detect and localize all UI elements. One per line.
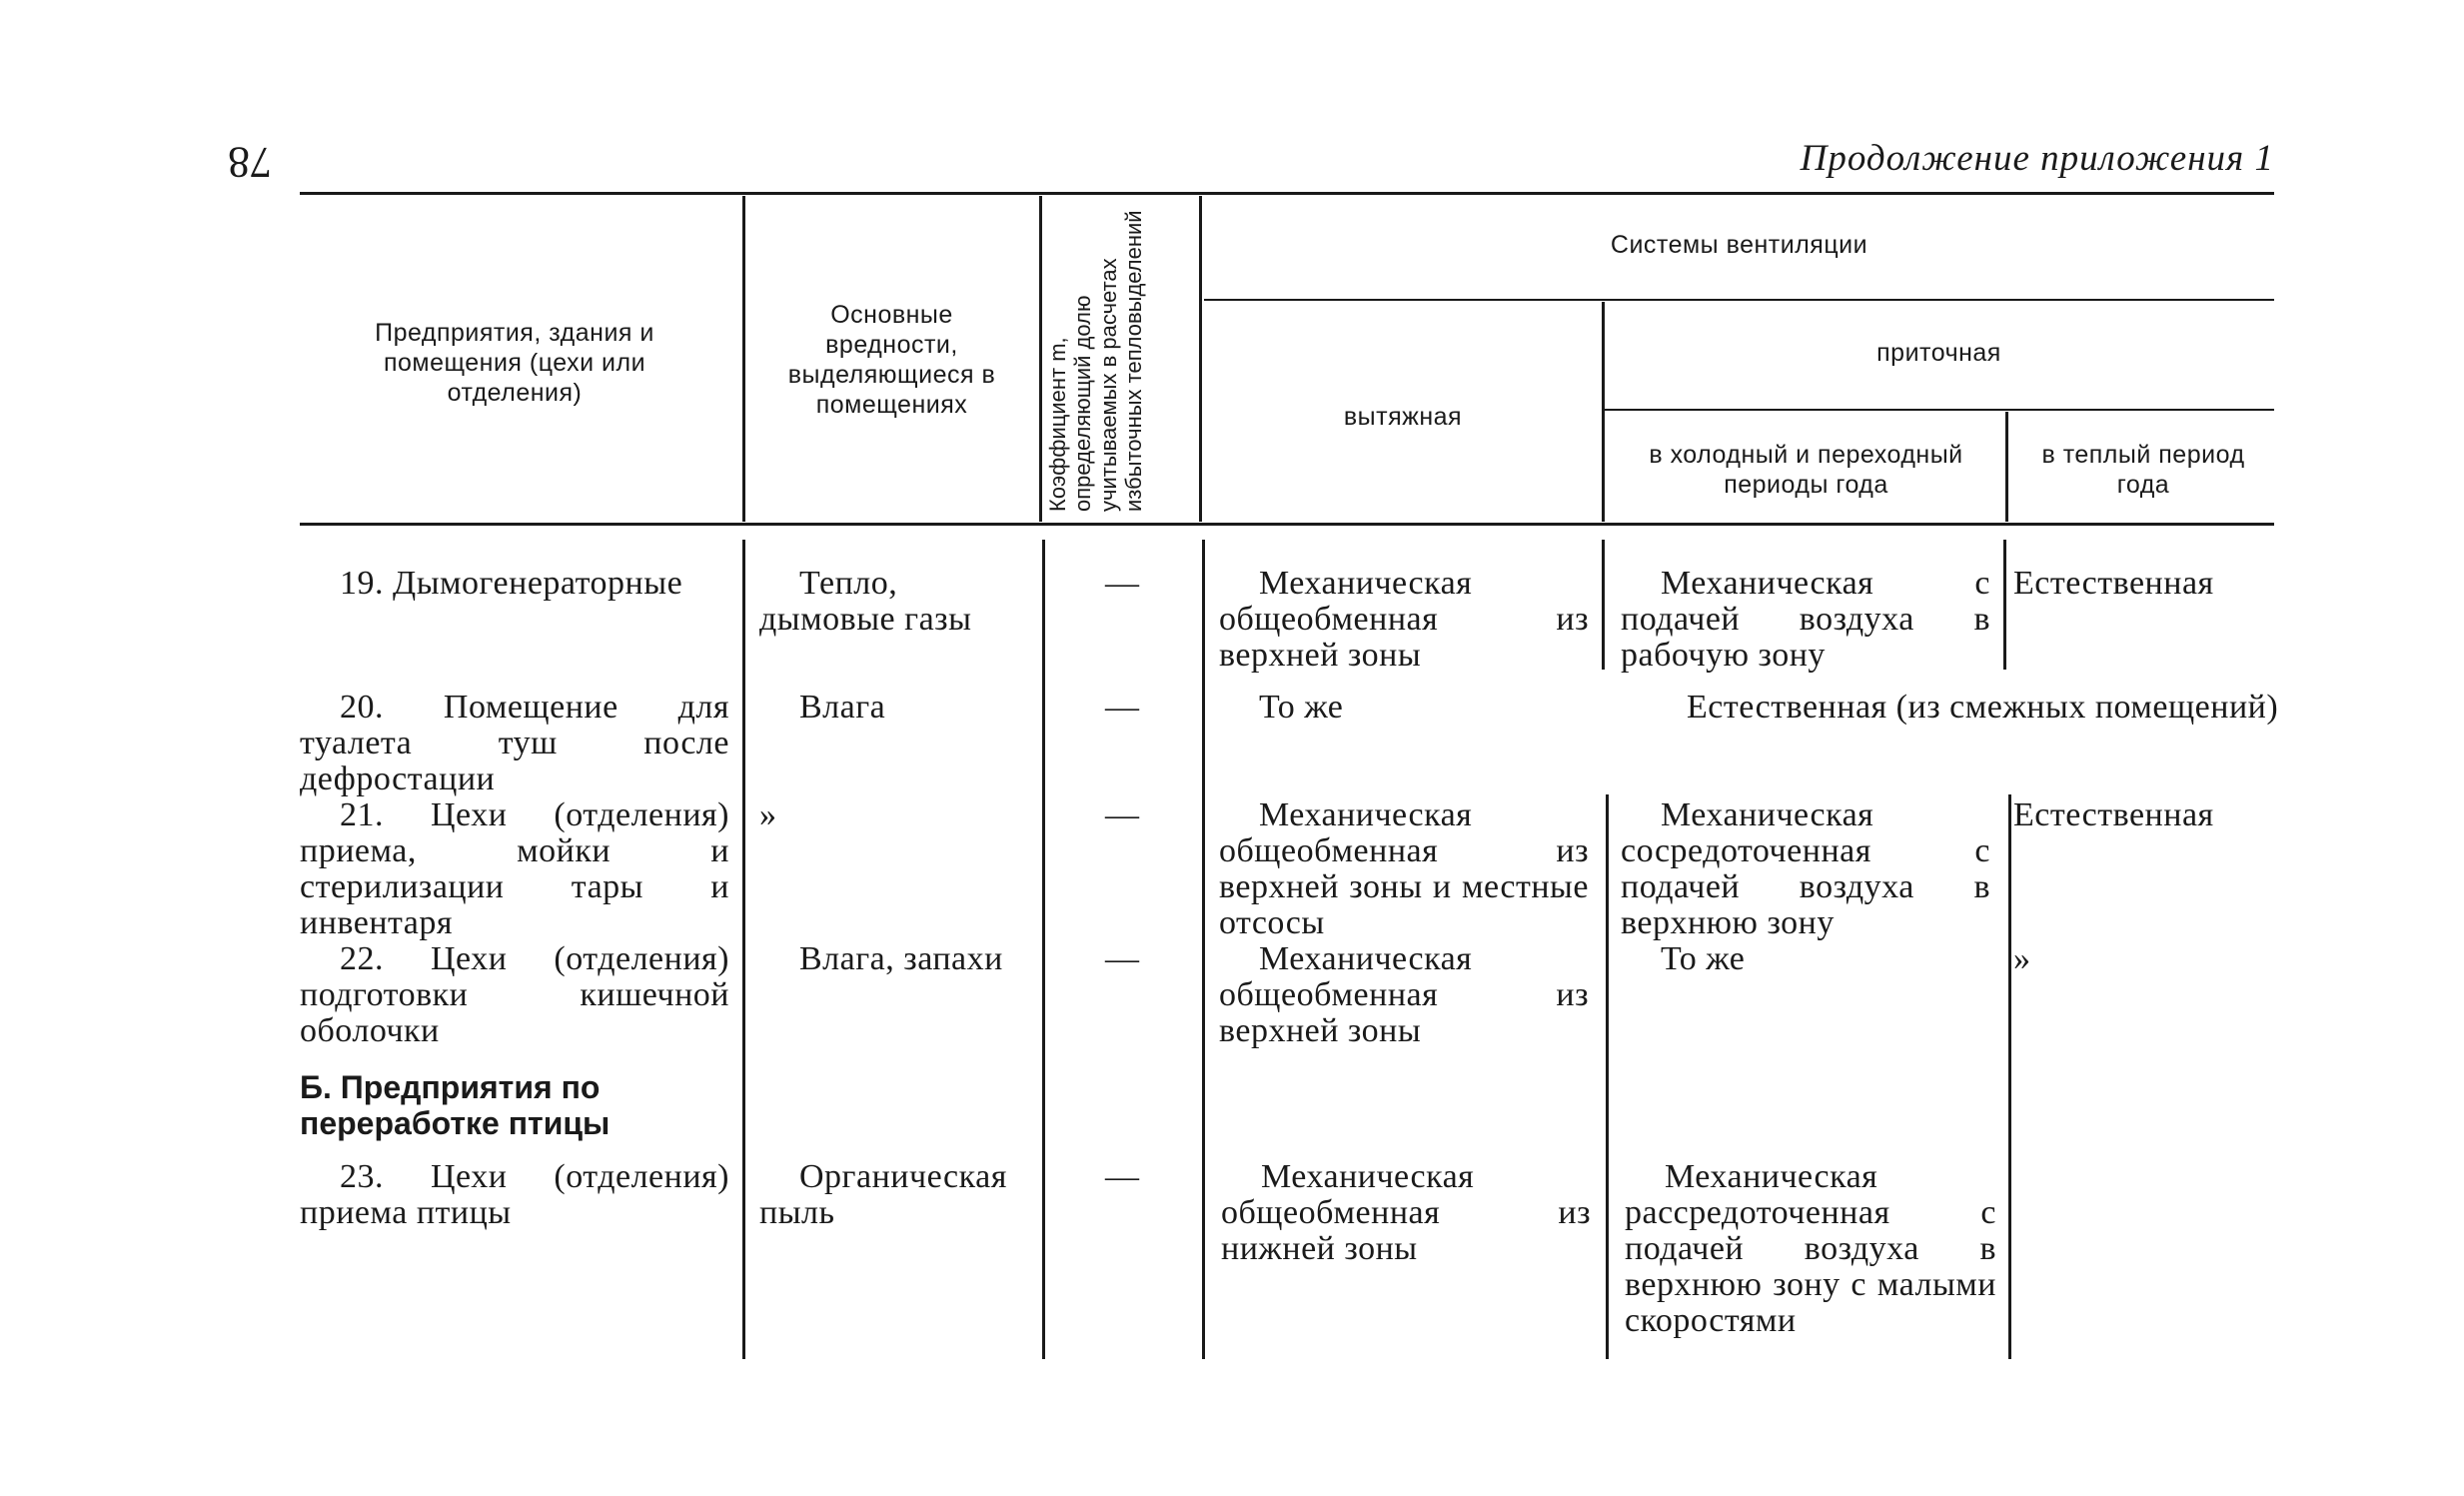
header-vline-4 xyxy=(1602,302,1605,522)
body-vline-5b xyxy=(2008,794,2011,1359)
row19-name: 19. Дымогенераторные xyxy=(340,565,683,602)
row19-m: — xyxy=(1105,565,1139,602)
header-enterprises: Предприятия, здания и помещения (цехи или отделения) xyxy=(375,319,654,407)
row23-name: 23. Цехи (отделения) приема птицы xyxy=(300,1158,729,1231)
header-vline-3 xyxy=(1199,196,1202,522)
row20-hazard: Влага xyxy=(799,689,886,726)
header-hazards: Основные вредности, выделяющиеся в помещениях xyxy=(787,301,996,419)
header-supply: приточная xyxy=(1876,339,2001,367)
row20-exhaust: То же xyxy=(1259,689,1344,726)
header-exhaust: вытяжная xyxy=(1343,403,1463,431)
header-vline-1 xyxy=(742,196,745,522)
page-number: 78 xyxy=(228,138,272,187)
row22-supply-cold: То же xyxy=(1661,940,1746,977)
body-vline-4b xyxy=(1606,794,1609,1359)
header-vline-2 xyxy=(1039,196,1042,522)
row20-supply-merged: Естественная (из смежных помещений) xyxy=(1687,689,2279,726)
body-vline-5a xyxy=(2003,540,2006,670)
row21-hazard: » xyxy=(759,796,777,833)
body-vline-4a xyxy=(1602,540,1605,670)
header-vline-5 xyxy=(2005,412,2008,522)
row23-m: — xyxy=(1105,1158,1139,1195)
table-top-rule xyxy=(300,192,2274,195)
row21-name: 21. Цехи (отделения) приема, мойки и стерилизации тары и инвентаря xyxy=(300,796,729,941)
row23-exhaust: Механическая общеобменная из нижней зоны xyxy=(1221,1158,1591,1267)
row19-hazard: Тепло, дымовые газы xyxy=(759,565,972,638)
row23-hazard: Органическая пыль xyxy=(759,1158,1007,1231)
row21-m: — xyxy=(1105,796,1139,833)
body-vline-1 xyxy=(742,540,745,1359)
body-vline-3 xyxy=(1202,540,1205,1359)
section-b-heading: Б. Предприятия по переработке птицы xyxy=(300,1069,611,1141)
row22-hazard: Влага, запахи xyxy=(799,940,1003,977)
row21-exhaust: Механическая общеобменная из верхней зоны и местные отсосы xyxy=(1219,796,1589,941)
header-supply-warm: в теплый период года xyxy=(2041,441,2245,499)
row20-m: — xyxy=(1105,689,1139,726)
row23-supply-cold: Механическая рассредоточенная с подачей воздуха в верхнюю зону с малыми скоростями xyxy=(1625,1158,1996,1339)
header-supply-cold: в холодный и переходный периоды года xyxy=(1649,441,1963,499)
row19-supply-warm: Естественная xyxy=(2013,565,2214,602)
systems-rule xyxy=(1204,299,2274,301)
row22-name: 22. Цехи (отделения) подготовки кишечной оболочки xyxy=(300,940,729,1049)
header-ventilation-systems: Системы вентиляции xyxy=(1610,231,1868,259)
row19-exhaust: Механическая общеобменная из верхней зоны xyxy=(1219,565,1589,674)
row19-supply-cold: Механическая с подачей воздуха в рабочую зону xyxy=(1621,565,1990,674)
row21-supply-warm: Естественная xyxy=(2013,796,2214,833)
supply-rule xyxy=(1604,409,2274,411)
row22-m: — xyxy=(1105,940,1139,977)
row21-supply-cold: Механическая сосредоточенная с подачей воздуха в верхнюю зону xyxy=(1621,796,1990,941)
header-coefficient-m: Коэффициент m, определяющий долю учитываемых в расчетах избыточных тепловыделений xyxy=(1045,210,1146,512)
running-head: Продолжение приложения 1 xyxy=(1800,138,2274,179)
row22-supply-warm: » xyxy=(2013,940,2031,977)
header-bottom-rule xyxy=(300,523,2274,526)
row20-name: 20. Помещение для туалета туш после дефростации xyxy=(300,689,729,797)
row22-exhaust: Механическая общеобменная из верхней зоны xyxy=(1219,940,1589,1049)
